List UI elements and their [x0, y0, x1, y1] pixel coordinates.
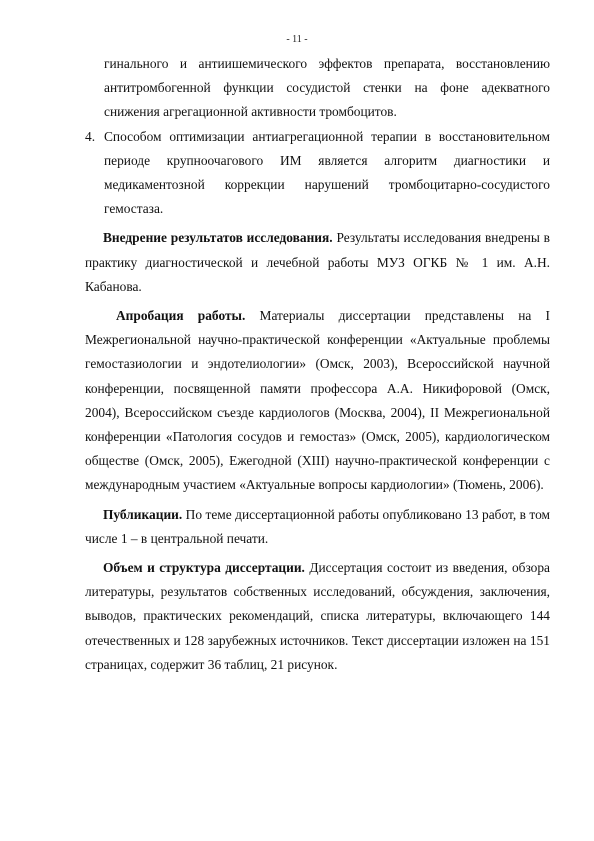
page-number: - 11 -	[286, 34, 308, 45]
paragraph-text: Материалы диссертации представлены на I Межрегиональной научно-практической конференции «Актуальные проблемы гемостазиологии и эндотелиологии» (Омск, 2003), Всероссийской научной конференции, посвященной памяти профессора А.А. Никифоровой (Омск, 2004), Всероссийском съезде кардиологов (Москва, 2004), II Межрегиональной конференции «Патология сосудов и гемостаз» (Омск, 2005), кардиологическом обществе (Омск, 2005), Ежегодной (XIII) научно-практической конференции с международным участием «Актуальные вопросы кардиологии» (Тюмень, 2006).	[85, 308, 550, 493]
body-text	[85, 52, 550, 677]
paragraph-implementation	[85, 226, 550, 299]
paragraph-heading: Внедрение результатов исследования.	[103, 230, 333, 246]
paragraph-approbation	[85, 304, 550, 498]
list-item-4	[85, 125, 550, 222]
paragraph-structure	[85, 556, 550, 677]
list-item-number: 4.	[85, 128, 96, 144]
paragraph-text: Результаты исследования внедрены в практику диагностической и лечебной работы МУЗ ОГКБ № 1 им. А.Н. Кабанова.	[85, 230, 550, 294]
paragraph-text: По теме диссертационной работы опубликовано 13 работ, в том числе 1 – в центральной печати.	[85, 506, 550, 546]
list-item-continuation: гинального и антиишемического эффектов препарата, восстановлению антитромбогенной функции сосудистой стенки на фоне адекватного снижения агрегационной активности тромбоцитов.	[104, 56, 550, 120]
paragraph-publications	[85, 503, 550, 551]
paragraph-heading: Апробация работы.	[116, 308, 246, 324]
paragraph-text: Диссертация состоит из введения, обзора литературы, результатов собственных исследований, обсуждения, заключения, выводов, практических рекомендаций, списка литературы, включающего 144 отечественных и 128 зарубежных источников. Текст диссертации изложен на 151 страницах, содержит 36 таблиц, 21 рисунок.	[85, 560, 550, 672]
paragraph-heading: Публикации.	[103, 506, 183, 522]
paragraph-heading: Объем и структура диссертации.	[103, 560, 305, 576]
list-item-text: Способом оптимизации антиагрегационной терапии в восстановительном периоде крупноочагового ИМ является алгоритм диагностики и медикаментозной коррекции нарушений тромбоцитарно-сосудистого гемостаза.	[104, 128, 550, 217]
